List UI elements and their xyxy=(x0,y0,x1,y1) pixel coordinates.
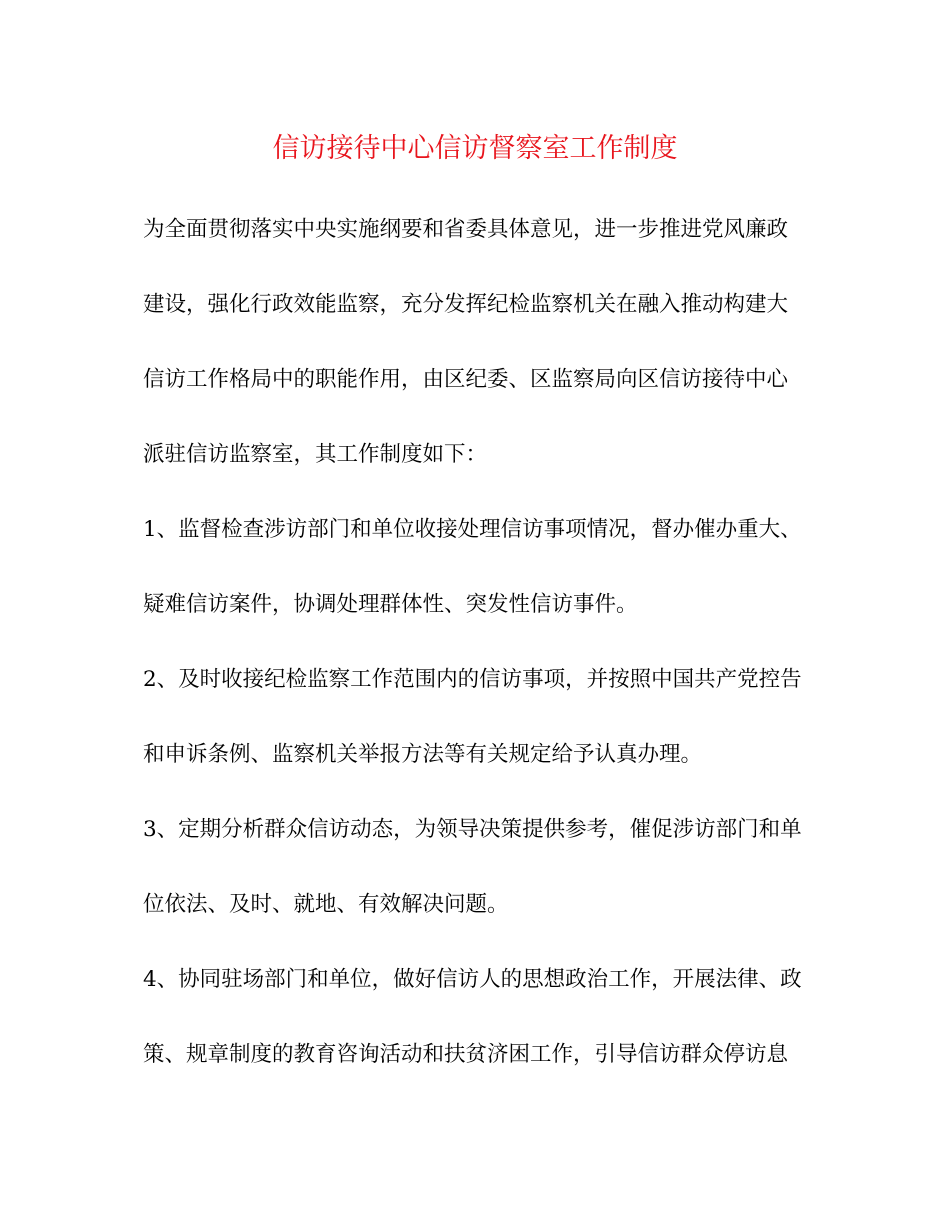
body-line: 2、及时收接纪检监察工作范围内的信访事项，并按照中国共产党控告 xyxy=(143,667,802,692)
body-line: 1、监督检查涉访部门和单位收接处理信访事项情况，督办催办重大、 xyxy=(143,517,802,542)
body-line: 信访工作格局中的职能作用，由区纪委、区监察局向区信访接待中心 xyxy=(143,367,789,392)
body-line: 建设，强化行政效能监察，充分发挥纪检监察机关在融入推动构建大 xyxy=(143,292,789,317)
body-line: 3、定期分析群众信访动态，为领导决策提供参考，催促涉访部门和单 xyxy=(143,817,802,842)
document-title: 信访接待中心信访督察室工作制度 xyxy=(272,133,678,164)
body-line: 派驻信访监察室，其工作制度如下： xyxy=(143,442,488,467)
body-line: 4、协同驻场部门和单位，做好信访人的思想政治工作，开展法律、政 xyxy=(143,967,802,992)
body-line: 为全面贯彻落实中央实施纲要和省委具体意见，进一步推进党风廉政 xyxy=(143,217,789,242)
body-line: 疑难信访案件，协调处理群体性、突发性信访事件。 xyxy=(143,592,638,617)
body-line: 和申诉条例、监察机关举报方法等有关规定给予认真办理。 xyxy=(143,742,703,767)
body-line: 位依法、及时、就地、有效解决问题。 xyxy=(143,892,509,917)
body-line: 策、规章制度的教育咨询活动和扶贫济困工作，引导信访群众停访息 xyxy=(143,1042,789,1067)
